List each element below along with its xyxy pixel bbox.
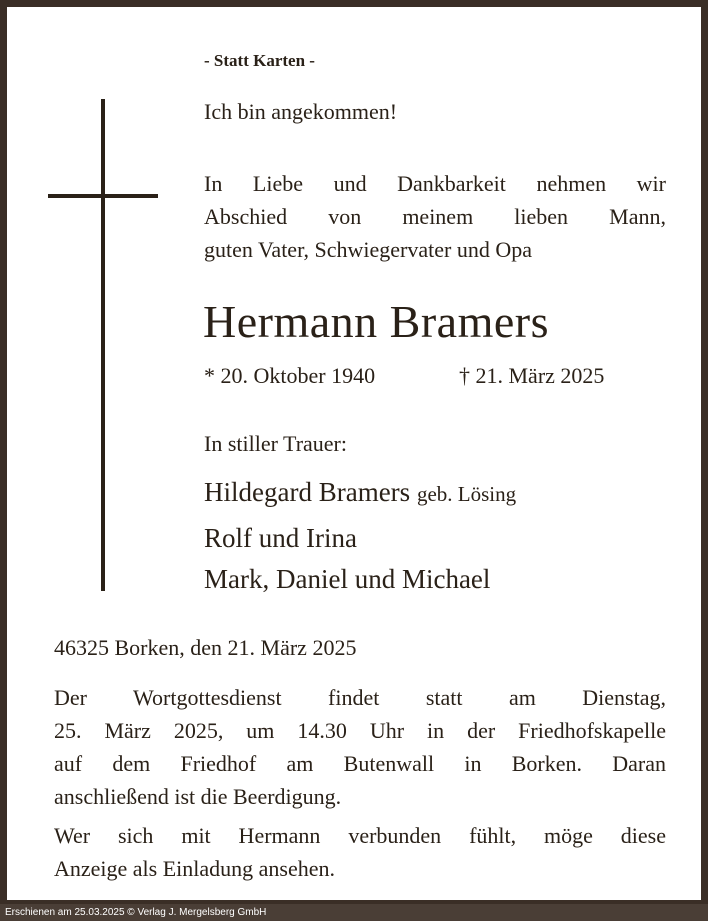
intro-text: Ich bin angekommen! [204, 99, 398, 124]
statt-karten-label: - Statt Karten - [204, 51, 315, 70]
mourning-heading: In stiller Trauer: [204, 431, 347, 456]
dank-text [204, 167, 666, 266]
invite-line: Wer sich mit Hermann verbunden fühlt, möge diese [54, 823, 666, 848]
mourner-1-name: Hildegard Bramers [204, 477, 411, 507]
dank-line: In Liebe und Dankbarkeit nehmen wir [204, 171, 666, 196]
service-line: anschließend ist die Beerdigung. [54, 784, 342, 809]
mourner-1 [204, 477, 516, 508]
service-line: auf dem Friedhof am Butenwall in Borken. Daran [54, 751, 666, 776]
invite-info [54, 819, 666, 885]
place-date: 46325 Borken, den 21. März 2025 [54, 635, 357, 660]
publication-footer: Erschienen am 25.03.2025 © Verlag J. Mergelsberg GmbH [0, 904, 708, 921]
death-date: † 21. März 2025 [459, 363, 605, 388]
service-info [54, 681, 666, 813]
deceased-name: Hermann Bramers [203, 296, 549, 347]
mourner-3: Mark, Daniel und Michael [204, 564, 491, 594]
mourner-1-geb: geb. Lösing [416, 482, 517, 506]
service-line: Der Wortgottesdienst findet statt am Dienstag, [54, 685, 666, 710]
birth-date: * 20. Oktober 1940 [204, 363, 376, 388]
service-line: 25. März 2025, um 14.30 Uhr in der Friedhofskapelle [54, 718, 666, 743]
mourner-2: Rolf und Irina [204, 523, 357, 553]
dank-line: Abschied von meinem lieben Mann, [204, 204, 666, 229]
cross-icon-bar [48, 194, 158, 198]
invite-line: Anzeige als Einladung ansehen. [54, 856, 336, 881]
cross-icon [101, 99, 105, 591]
dank-line: guten Vater, Schwiegervater und Opa [204, 237, 532, 262]
